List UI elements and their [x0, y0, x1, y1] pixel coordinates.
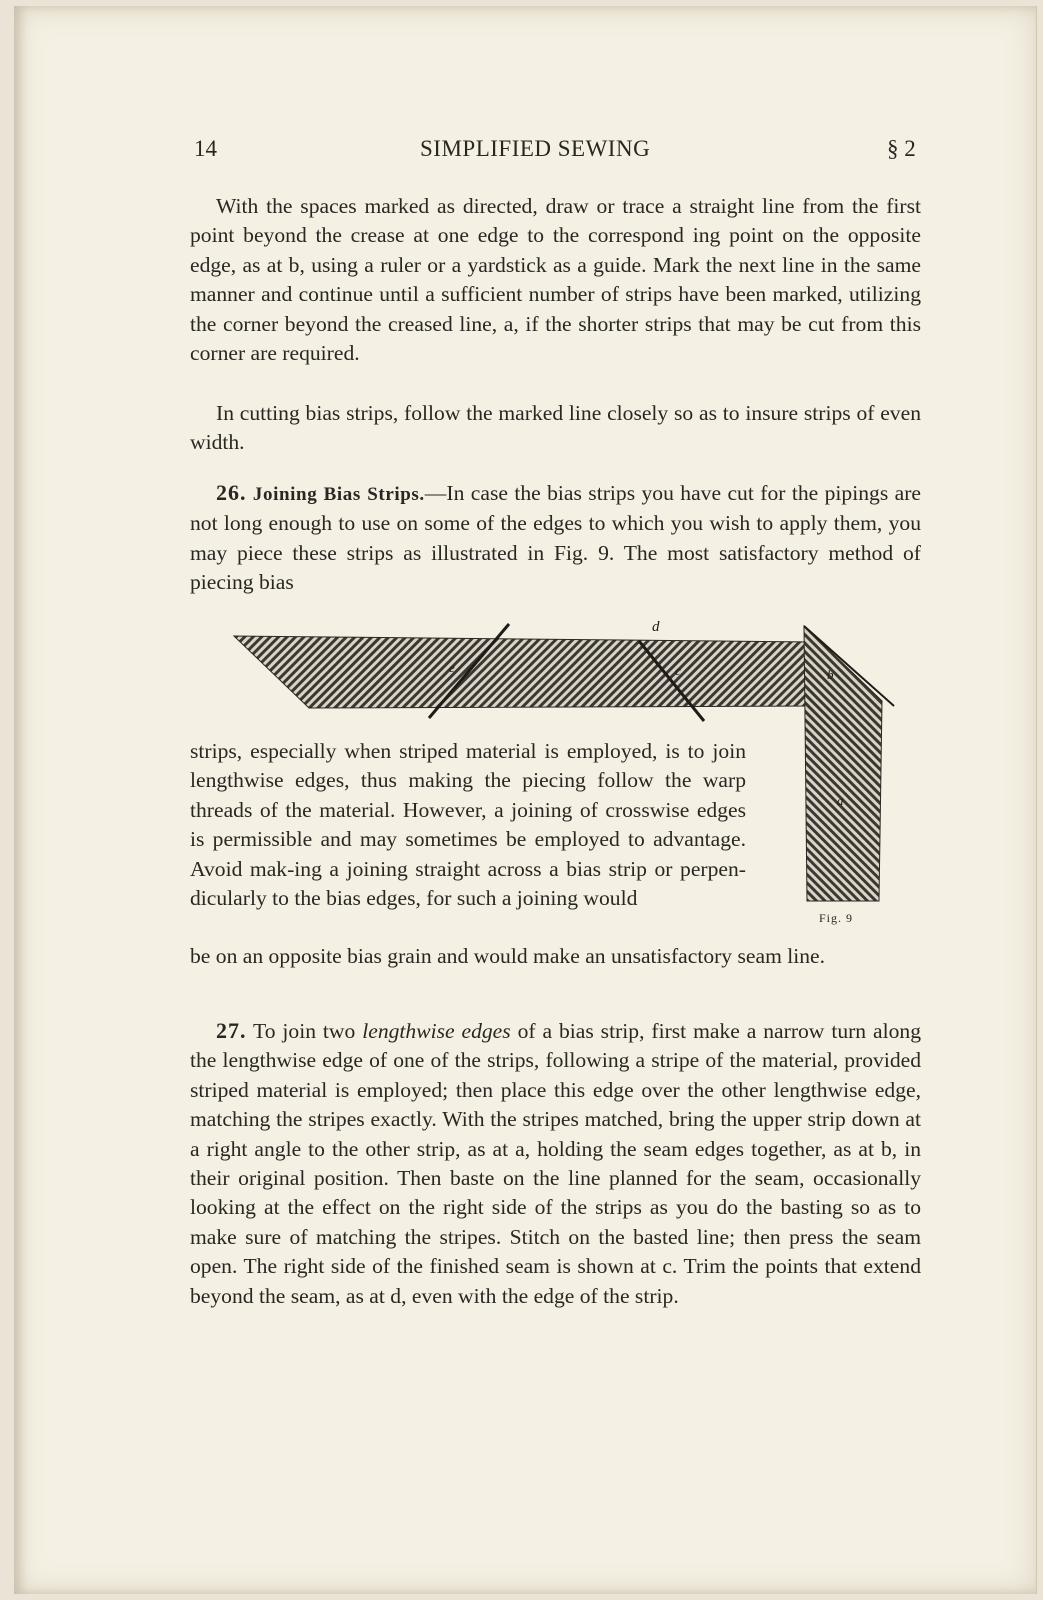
- running-title: SIMPLIFIED SEWING: [420, 136, 651, 161]
- figure-caption: Fig. 9: [819, 911, 854, 925]
- vertical-bias-strip: [804, 626, 882, 901]
- paragraph-number: 26.: [216, 480, 247, 505]
- paragraph-cutting-strips: In cutting bias strips, follow the marked line closely so as to insure strips of even width.: [190, 401, 921, 455]
- horizontal-bias-strip: [234, 636, 814, 708]
- paragraph-number: 27.: [216, 1018, 247, 1043]
- book-page: [14, 6, 1037, 1594]
- paragraph-joining-continued: be on an opposite bias grain and would make an unsatisfactory seam line.: [190, 944, 826, 968]
- paragraph-marking-lines: With the spaces marked as directed, draw or trace a straight line from the first point beyond the crease at one edge to the correspond ing point on the opposite edge, as at b, using a ruler or a yardstick as a guide. Mark the next line in the same manner and continue until a sufficient number of strips have been marked, utilizing the corner beyond the creased line, a, if the shorter strips that may be cut from this corner are required.: [190, 194, 921, 366]
- running-header: [14, 136, 1036, 166]
- paragraph-26-joining-bias-strips: 26. Joining Bias Strips.—In case the bias strips you have cut for the pipings are not long enough to use on some of the edges to which you wish to apply them, you may piece these strips as illustrated in Fig. 9. The most satisfactory method of piecing bias: [190, 480, 921, 595]
- section-heading: Joining Bias Strips.: [252, 484, 425, 505]
- fig-label-a: a: [837, 793, 844, 808]
- paragraph-27-lengthwise-edges: 27. To join two lengthwise edges of a bias strip, first make a narrow turn along the lengthwise edge of one of the strips, following a stripe of the material, provided striped material is employed; then place this edge over the other lengthwise edge, matching the stripes exactly. With the stripes matched, bring the upper strip down at a right angle to the other strip, as at a, holding the seam edges together, as at b, in their original position. Then baste on the line planned for the seam, occasionally looking at the effect on the right side of the strips as you do the basting so as to make sure of matching the stripes. Stitch on the basted line; then press the seam open. The right side of the finished seam is shown at c. Trim the points that extend beyond the seam, as at d, even with the edge of the strip.: [190, 1018, 921, 1308]
- paragraph-joining-method: strips, especially when striped material is employed, is to join lengthwise edges, thus making the piecing follow the warp threads of the material. However, a joining of crosswise edges is permissible and may sometimes be employed to advantage. Avoid mak-ing a joining straight across a bias strip or perpen-dicularly to the bias edges, for such a joining would: [190, 739, 746, 911]
- page-number: 14: [194, 136, 217, 161]
- fig-label-d: d: [652, 619, 660, 635]
- fig-label-e: e: [449, 660, 455, 675]
- fig-label-b: b: [827, 667, 834, 682]
- section-mark: § 2: [887, 136, 916, 161]
- fig-label-c: c: [675, 663, 681, 678]
